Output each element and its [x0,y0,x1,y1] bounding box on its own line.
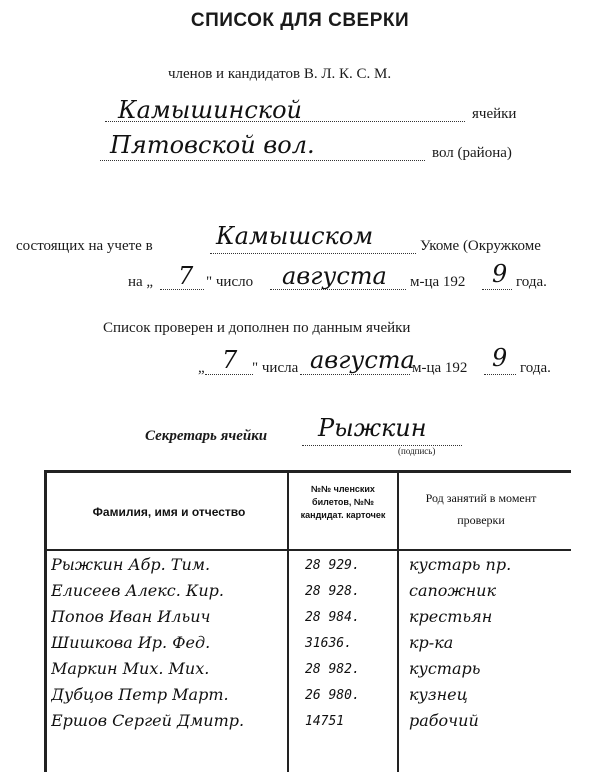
ukom-label: Укоме (Окружкоме [420,238,541,254]
registration-month-handwritten: августа [282,262,387,290]
verification-year-line [484,374,516,375]
verification-on-label: „ [198,360,205,376]
verification-year-handwritten: 9 [492,344,508,372]
verification-year-label: года. [520,360,551,376]
registration-month-label: м-ца 192 [410,274,466,290]
member-occupation: рабочий [409,711,479,730]
district-line [100,160,425,161]
verification-line: Список проверен и дополнен по данным ячейки [103,320,411,336]
registration-day-label: " число [206,274,254,290]
registration-year-line [482,289,512,290]
member-occupation: кустарь [409,659,481,678]
cell-name-handwritten: Камышинской [118,96,303,124]
member-ticket-number: 28 982. [305,662,360,677]
member-ticket-number: 31636. [305,636,352,651]
verification-month-label: м-ца 192 [412,360,468,376]
header-divider [47,549,571,551]
header-ticket: №№ членских билетов, №№ кандидат. карточек [300,484,386,520]
verification-month-handwritten: августа [310,346,415,374]
signature-line [302,445,462,446]
cell-label: ячейки [472,106,517,122]
member-occupation: крестьян [409,607,493,626]
header-occupation: Род занятий в момент проверки [425,491,537,527]
registration-year-label: года. [516,274,547,290]
registration-prefix: состоящих на учете в [16,238,153,254]
member-name: Рыжкин Абр. Тим. [51,555,211,574]
signature-note: (подпись) [398,446,436,456]
member-occupation: кузнец [409,685,468,704]
member-ticket-number: 14751 [305,714,345,729]
member-name: Ершов Сергей Дмитр. [51,711,245,730]
document-title: СПИСОК ДЛЯ СВЕРКИ [190,10,410,31]
verification-day-line [205,374,253,375]
document-subtitle: членов и кандидатов В. Л. К. С. М. [168,66,392,82]
secretary-label: Секретарь ячейки [145,428,268,444]
ukom-handwritten: Камышском [216,222,374,250]
registration-month-line [270,289,406,290]
verification-day-handwritten: 7 [222,346,238,374]
district-label: вол (района) [432,145,512,161]
member-ticket-number: 28 929. [305,558,360,573]
secretary-signature: Рыжкин [318,414,427,442]
registration-on-label: на „ [128,274,154,290]
ukom-line [210,253,416,254]
member-occupation: сапожник [409,581,497,600]
verification-day-label: " числа [252,360,299,376]
member-occupation: кустарь пр. [409,555,512,574]
member-occupation: кр-ка [409,633,454,652]
verification-month-line [300,374,410,375]
member-ticket-number: 28 984. [305,610,360,625]
members-table [44,470,571,772]
member-name: Шишкова Ир. Фед. [51,633,211,652]
column-divider [287,473,289,772]
header-name: Фамилия, имя и отчество [92,505,246,519]
registration-year-handwritten: 9 [492,260,508,288]
member-name: Маркин Мих. Мих. [51,659,210,678]
member-ticket-number: 28 928. [305,584,360,599]
district-handwritten: Пятовской вол. [110,131,315,159]
member-name: Дубцов Петр Март. [51,685,229,704]
member-name: Попов Иван Ильич [51,607,211,626]
member-name: Елисеев Алекс. Кир. [51,581,224,600]
cell-name-line [105,121,465,122]
registration-day-handwritten: 7 [178,262,194,290]
column-divider [397,473,399,772]
registration-day-line [160,289,204,290]
member-ticket-number: 26 980. [305,688,360,703]
